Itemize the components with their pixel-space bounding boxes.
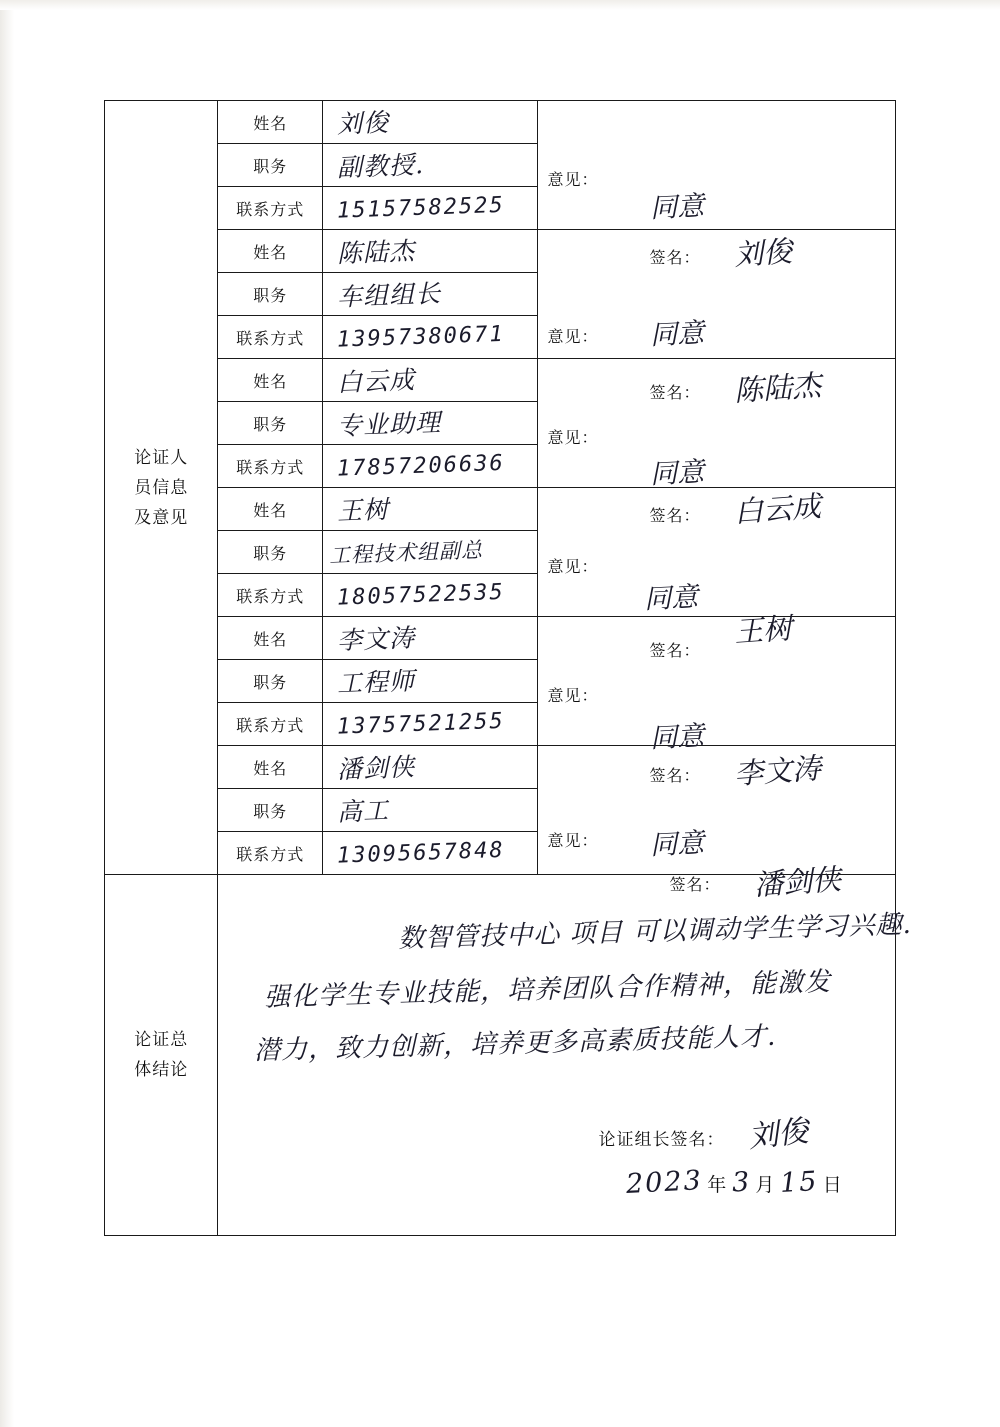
handwriting-signature-6: 潘剑侠 — [752, 862, 842, 902]
conclusion-date — [622, 1167, 843, 1198]
label-opinion-6: 意见： — [547, 831, 599, 850]
label-name: 姓名 — [218, 746, 322, 789]
handwriting-opinion-3: 同意 — [648, 456, 705, 491]
label-name: 姓名 — [218, 101, 322, 144]
value-contact-3 — [322, 445, 537, 488]
opinion-cell-6 — [537, 746, 895, 902]
opinion-cell-1 — [537, 101, 895, 272]
value-contact-1 — [322, 187, 537, 230]
label-name: 姓名 — [218, 230, 322, 273]
label-title: 职务 — [218, 144, 322, 187]
value-contact-4 — [322, 574, 537, 617]
handwriting-opinion-6: 同意 — [648, 827, 705, 862]
conclusion-label-line-2: 体结论 — [134, 1060, 189, 1080]
label-opinion-5: 意见： — [547, 686, 599, 705]
label-name: 姓名 — [218, 617, 322, 660]
value-title-1 — [322, 144, 537, 187]
handwriting-contact-1: 15157582525 — [336, 192, 506, 224]
handwriting-opinion-1: 同意 — [648, 190, 705, 225]
handwriting-name-6: 潘剑侠 — [336, 752, 416, 785]
opinion-cell-3 — [537, 359, 895, 529]
reviewers-label-line-1: 论证人 — [134, 447, 189, 468]
handwriting-title-6: 高工 — [336, 795, 390, 827]
handwriting-name-1: 刘俊 — [336, 107, 390, 139]
handwriting-title-4: 工程技术组副总 — [328, 537, 484, 568]
value-title-6 — [322, 789, 537, 832]
handwriting-contact-2: 13957380671 — [336, 321, 506, 353]
value-title-2 — [322, 273, 537, 316]
label-signature-6: 签名： — [669, 875, 721, 894]
date-day-value: 15 — [779, 1166, 820, 1199]
label-signature-2: 签名： — [649, 383, 701, 402]
conclusion-row — [105, 875, 896, 1236]
reviewers-label-line-3: 及意见 — [134, 507, 189, 528]
value-name-5 — [322, 617, 537, 660]
conclusion-label-line-1: 论证总 — [134, 1030, 189, 1050]
opinion-cell-5 — [537, 617, 895, 791]
value-name-1 — [322, 101, 537, 144]
handwriting-title-5: 工程师 — [336, 666, 416, 699]
label-contact: 联系方式 — [218, 703, 322, 746]
conclusion-content-cell — [218, 875, 913, 1236]
date-month-unit: 月 — [755, 1174, 777, 1196]
label-name: 姓名 — [218, 359, 322, 402]
handwriting-leader-signature: 刘俊 — [747, 1113, 811, 1156]
value-contact-6 — [322, 832, 537, 875]
label-opinion-3: 意见： — [547, 428, 599, 447]
value-title-3 — [322, 402, 537, 445]
handwriting-opinion-4: 同意 — [642, 581, 699, 616]
handwriting-opinion-2: 同意 — [648, 317, 705, 352]
label-title: 职务 — [218, 660, 322, 703]
value-contact-2 — [322, 316, 537, 359]
label-title: 职务 — [218, 789, 322, 832]
label-contact: 联系方式 — [218, 187, 322, 230]
table-row — [105, 617, 896, 660]
handwriting-contact-3: 17857206636 — [336, 450, 506, 482]
value-title-4 — [322, 531, 537, 574]
conclusion-line-3: 潜力，致力创新，培养更多高素质技能人才. — [254, 1021, 778, 1067]
value-name-6 — [322, 746, 537, 789]
handwriting-contact-6: 13095657848 — [336, 837, 506, 869]
handwriting-name-4: 王树 — [336, 494, 390, 526]
reviewers-section-label — [105, 101, 218, 875]
value-name-3 — [322, 359, 537, 402]
label-contact: 联系方式 — [218, 574, 322, 617]
value-title-5 — [322, 660, 537, 703]
argumentation-form-table — [104, 100, 913, 1236]
handwriting-title-1: 副教授. — [336, 150, 425, 183]
opinion-cell-4 — [537, 488, 895, 660]
conclusion-section-label — [105, 875, 218, 1236]
handwriting-contact-5: 13757521255 — [336, 708, 506, 740]
date-month-value: 3 — [731, 1166, 753, 1199]
label-signature-4: 签名： — [649, 641, 701, 660]
opinion-cell-2 — [537, 230, 895, 408]
table-row — [105, 488, 896, 531]
date-year-unit: 年 — [707, 1174, 729, 1196]
label-contact: 联系方式 — [218, 316, 322, 359]
scan-edge-top — [0, 0, 1000, 10]
handwriting-name-5: 李文涛 — [336, 623, 416, 656]
handwriting-signature-1: 刘俊 — [732, 234, 793, 272]
label-opinion-4: 意见： — [547, 557, 599, 576]
label-opinion-2: 意见： — [547, 327, 599, 346]
label-name: 姓名 — [218, 488, 322, 531]
conclusion-line-2: 强化学生专业技能，培养团队合作精神，能激发 — [264, 967, 832, 1013]
table-row — [105, 101, 896, 144]
table-row — [105, 230, 896, 273]
label-signature-3: 签名： — [649, 506, 701, 525]
handwriting-name-3: 白云成 — [336, 365, 416, 398]
value-name-2 — [322, 230, 537, 273]
handwriting-name-2: 陈陆杰 — [336, 236, 416, 269]
handwriting-signature-2: 陈陆杰 — [732, 368, 822, 408]
reviewers-label-line-2: 员信息 — [134, 477, 189, 498]
handwriting-signature-5: 李文涛 — [732, 751, 822, 791]
date-day-unit: 日 — [822, 1174, 844, 1196]
value-contact-5 — [322, 703, 537, 746]
label-title: 职务 — [218, 531, 322, 574]
label-signature-5: 签名： — [649, 766, 701, 785]
handwriting-opinion-5: 同意 — [648, 720, 705, 755]
handwriting-signature-3: 白云成 — [732, 489, 822, 529]
label-contact: 联系方式 — [218, 445, 322, 488]
handwriting-signature-4: 王树 — [732, 611, 793, 649]
handwriting-title-3: 专业助理 — [336, 407, 442, 441]
date-year-value: 2023 — [625, 1165, 704, 1200]
label-title: 职务 — [218, 402, 322, 445]
handwriting-contact-4: 18057522535 — [336, 579, 506, 611]
table-row — [105, 359, 896, 402]
label-contact: 联系方式 — [218, 832, 322, 875]
label-title: 职务 — [218, 273, 322, 316]
scan-edge-left — [0, 0, 14, 1427]
label-opinion-1: 意见： — [547, 170, 599, 189]
table-row — [105, 746, 896, 789]
handwriting-title-2: 车组组长 — [336, 278, 442, 312]
label-signature-1: 签名： — [649, 248, 701, 267]
conclusion-line-1: 数智管技中心 项目 可以调动学生学习兴趣. — [398, 909, 913, 955]
leader-signature-label: 论证组长签名： — [598, 1130, 725, 1150]
value-name-4 — [322, 488, 537, 531]
